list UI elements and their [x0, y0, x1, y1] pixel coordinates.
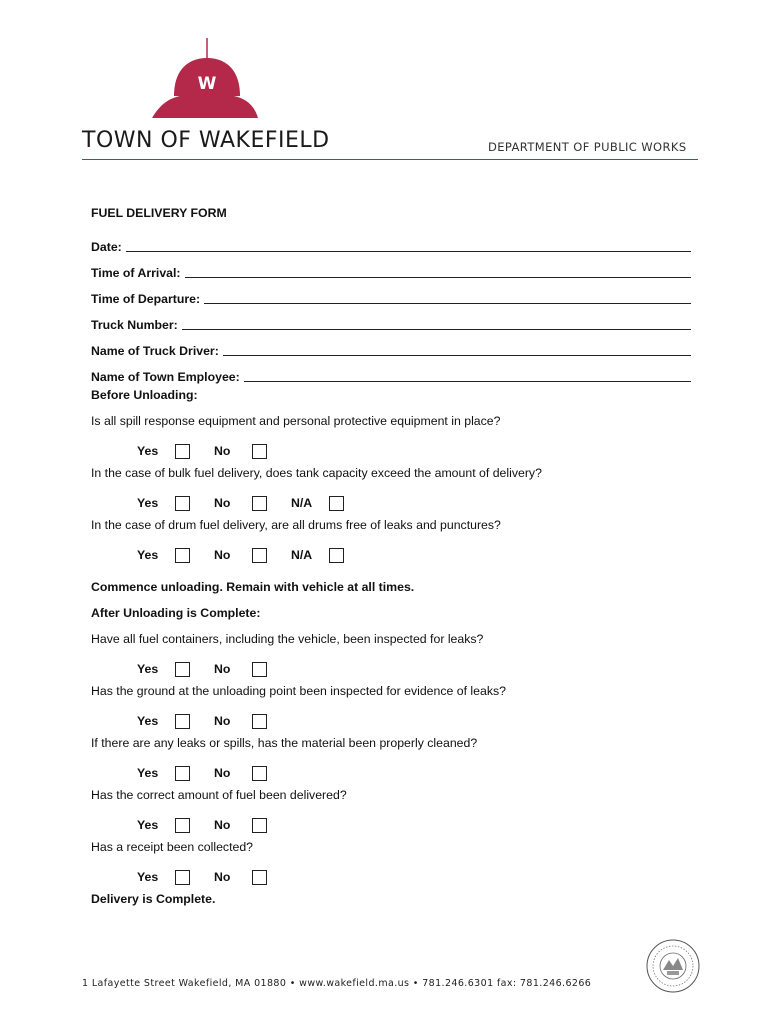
logo-letter: W [197, 74, 217, 94]
checkbox[interactable] [252, 766, 267, 781]
town-logo [150, 38, 260, 130]
checkbox[interactable] [329, 548, 344, 563]
checkbox[interactable] [252, 714, 267, 729]
checkbox[interactable] [175, 444, 190, 459]
before-unloading-heading: Before Unloading: [91, 388, 198, 402]
town-name: TOWN OF WAKEFIELD [82, 128, 330, 153]
department-name: DEPARTMENT OF PUBLIC WORKS [488, 140, 687, 154]
option-yes[interactable]: Yes [137, 662, 190, 677]
field-label: Date: [91, 240, 122, 254]
date-blank[interactable] [126, 237, 691, 252]
question-text: In the case of drum fuel delivery, are all drums free of leaks and punctures? [91, 518, 501, 532]
question-text: If there are any leaks or spills, has the material been properly cleaned? [91, 736, 478, 750]
answer-options [91, 490, 691, 516]
option-yes[interactable]: Yes [137, 496, 190, 511]
checkbox[interactable] [252, 662, 267, 677]
field-label: Truck Number: [91, 318, 178, 332]
option-yes[interactable]: Yes [137, 714, 190, 729]
question-text: Has the correct amount of fuel been delivered? [91, 788, 347, 802]
question-text: Has the ground at the unloading point been inspected for evidence of leaks? [91, 684, 506, 698]
truck-number-blank[interactable] [182, 315, 691, 330]
checkbox[interactable] [175, 870, 190, 885]
header-divider [82, 159, 698, 160]
option-no[interactable]: No [214, 870, 267, 885]
field-label: Name of Truck Driver: [91, 344, 219, 358]
answer-options [91, 812, 691, 838]
answer-options [91, 760, 691, 786]
checkbox[interactable] [252, 496, 267, 511]
checkbox[interactable] [252, 548, 267, 563]
form-fields [91, 230, 691, 386]
option-yes[interactable]: Yes [137, 766, 190, 781]
town-seal-icon [645, 938, 701, 994]
option-no[interactable]: No [214, 662, 267, 677]
field-label: Time of Arrival: [91, 266, 181, 280]
checkbox[interactable] [252, 444, 267, 459]
checkbox[interactable] [175, 662, 190, 677]
form-title: FUEL DELIVERY FORM [91, 206, 227, 220]
commence-instruction: Commence unloading. Remain with vehicle at all times. [91, 580, 415, 594]
option-no[interactable]: No [214, 714, 267, 729]
answer-options [91, 438, 691, 464]
departure-time-field [91, 282, 691, 308]
option-yes[interactable]: Yes [137, 818, 190, 833]
question-text: Have all fuel containers, including the vehicle, been inspected for leaks? [91, 632, 484, 646]
date-field [91, 230, 691, 256]
departure-time-blank[interactable] [204, 289, 691, 304]
option-yes[interactable]: Yes [137, 444, 190, 459]
option-no[interactable]: No [214, 548, 267, 563]
checkbox[interactable] [252, 818, 267, 833]
checkbox[interactable] [175, 714, 190, 729]
option-no[interactable]: No [214, 444, 267, 459]
field-label: Name of Town Employee: [91, 370, 240, 384]
field-label: Time of Departure: [91, 292, 201, 306]
question-text: In the case of bulk fuel delivery, does tank capacity exceed the amount of delivery? [91, 466, 542, 480]
option-no[interactable]: No [214, 818, 267, 833]
footer-contact: 1 Lafayette Street Wakefield, MA 01880 • www.wakefield.ma.us • 781.246.6301 fax: 781.246.6266 [82, 978, 592, 989]
checkbox[interactable] [329, 496, 344, 511]
after-unloading-heading: After Unloading is Complete: [91, 606, 261, 620]
answer-options [91, 864, 691, 890]
option-no[interactable]: No [214, 496, 267, 511]
option-na[interactable]: N/A [291, 496, 344, 511]
truck-driver-blank[interactable] [223, 341, 691, 356]
form-body [91, 204, 691, 916]
town-employee-field [91, 360, 691, 386]
delivery-complete: Delivery is Complete. [91, 892, 216, 906]
answer-options [91, 656, 691, 682]
arrival-time-blank[interactable] [185, 263, 691, 278]
town-employee-blank[interactable] [244, 367, 691, 382]
option-yes[interactable]: Yes [137, 870, 190, 885]
question-text: Has a receipt been collected? [91, 840, 254, 854]
checkbox[interactable] [252, 870, 267, 885]
truck-driver-field [91, 334, 691, 360]
checkbox[interactable] [175, 766, 190, 781]
checkbox[interactable] [175, 818, 190, 833]
option-na[interactable]: N/A [291, 548, 344, 563]
checkbox[interactable] [175, 496, 190, 511]
answer-options [91, 708, 691, 734]
truck-number-field [91, 308, 691, 334]
option-no[interactable]: No [214, 766, 267, 781]
arrival-time-field [91, 256, 691, 282]
answer-options [91, 542, 691, 568]
question-text: Is all spill response equipment and personal protective equipment in place? [91, 414, 501, 428]
checkbox[interactable] [175, 548, 190, 563]
option-yes[interactable]: Yes [137, 548, 190, 563]
